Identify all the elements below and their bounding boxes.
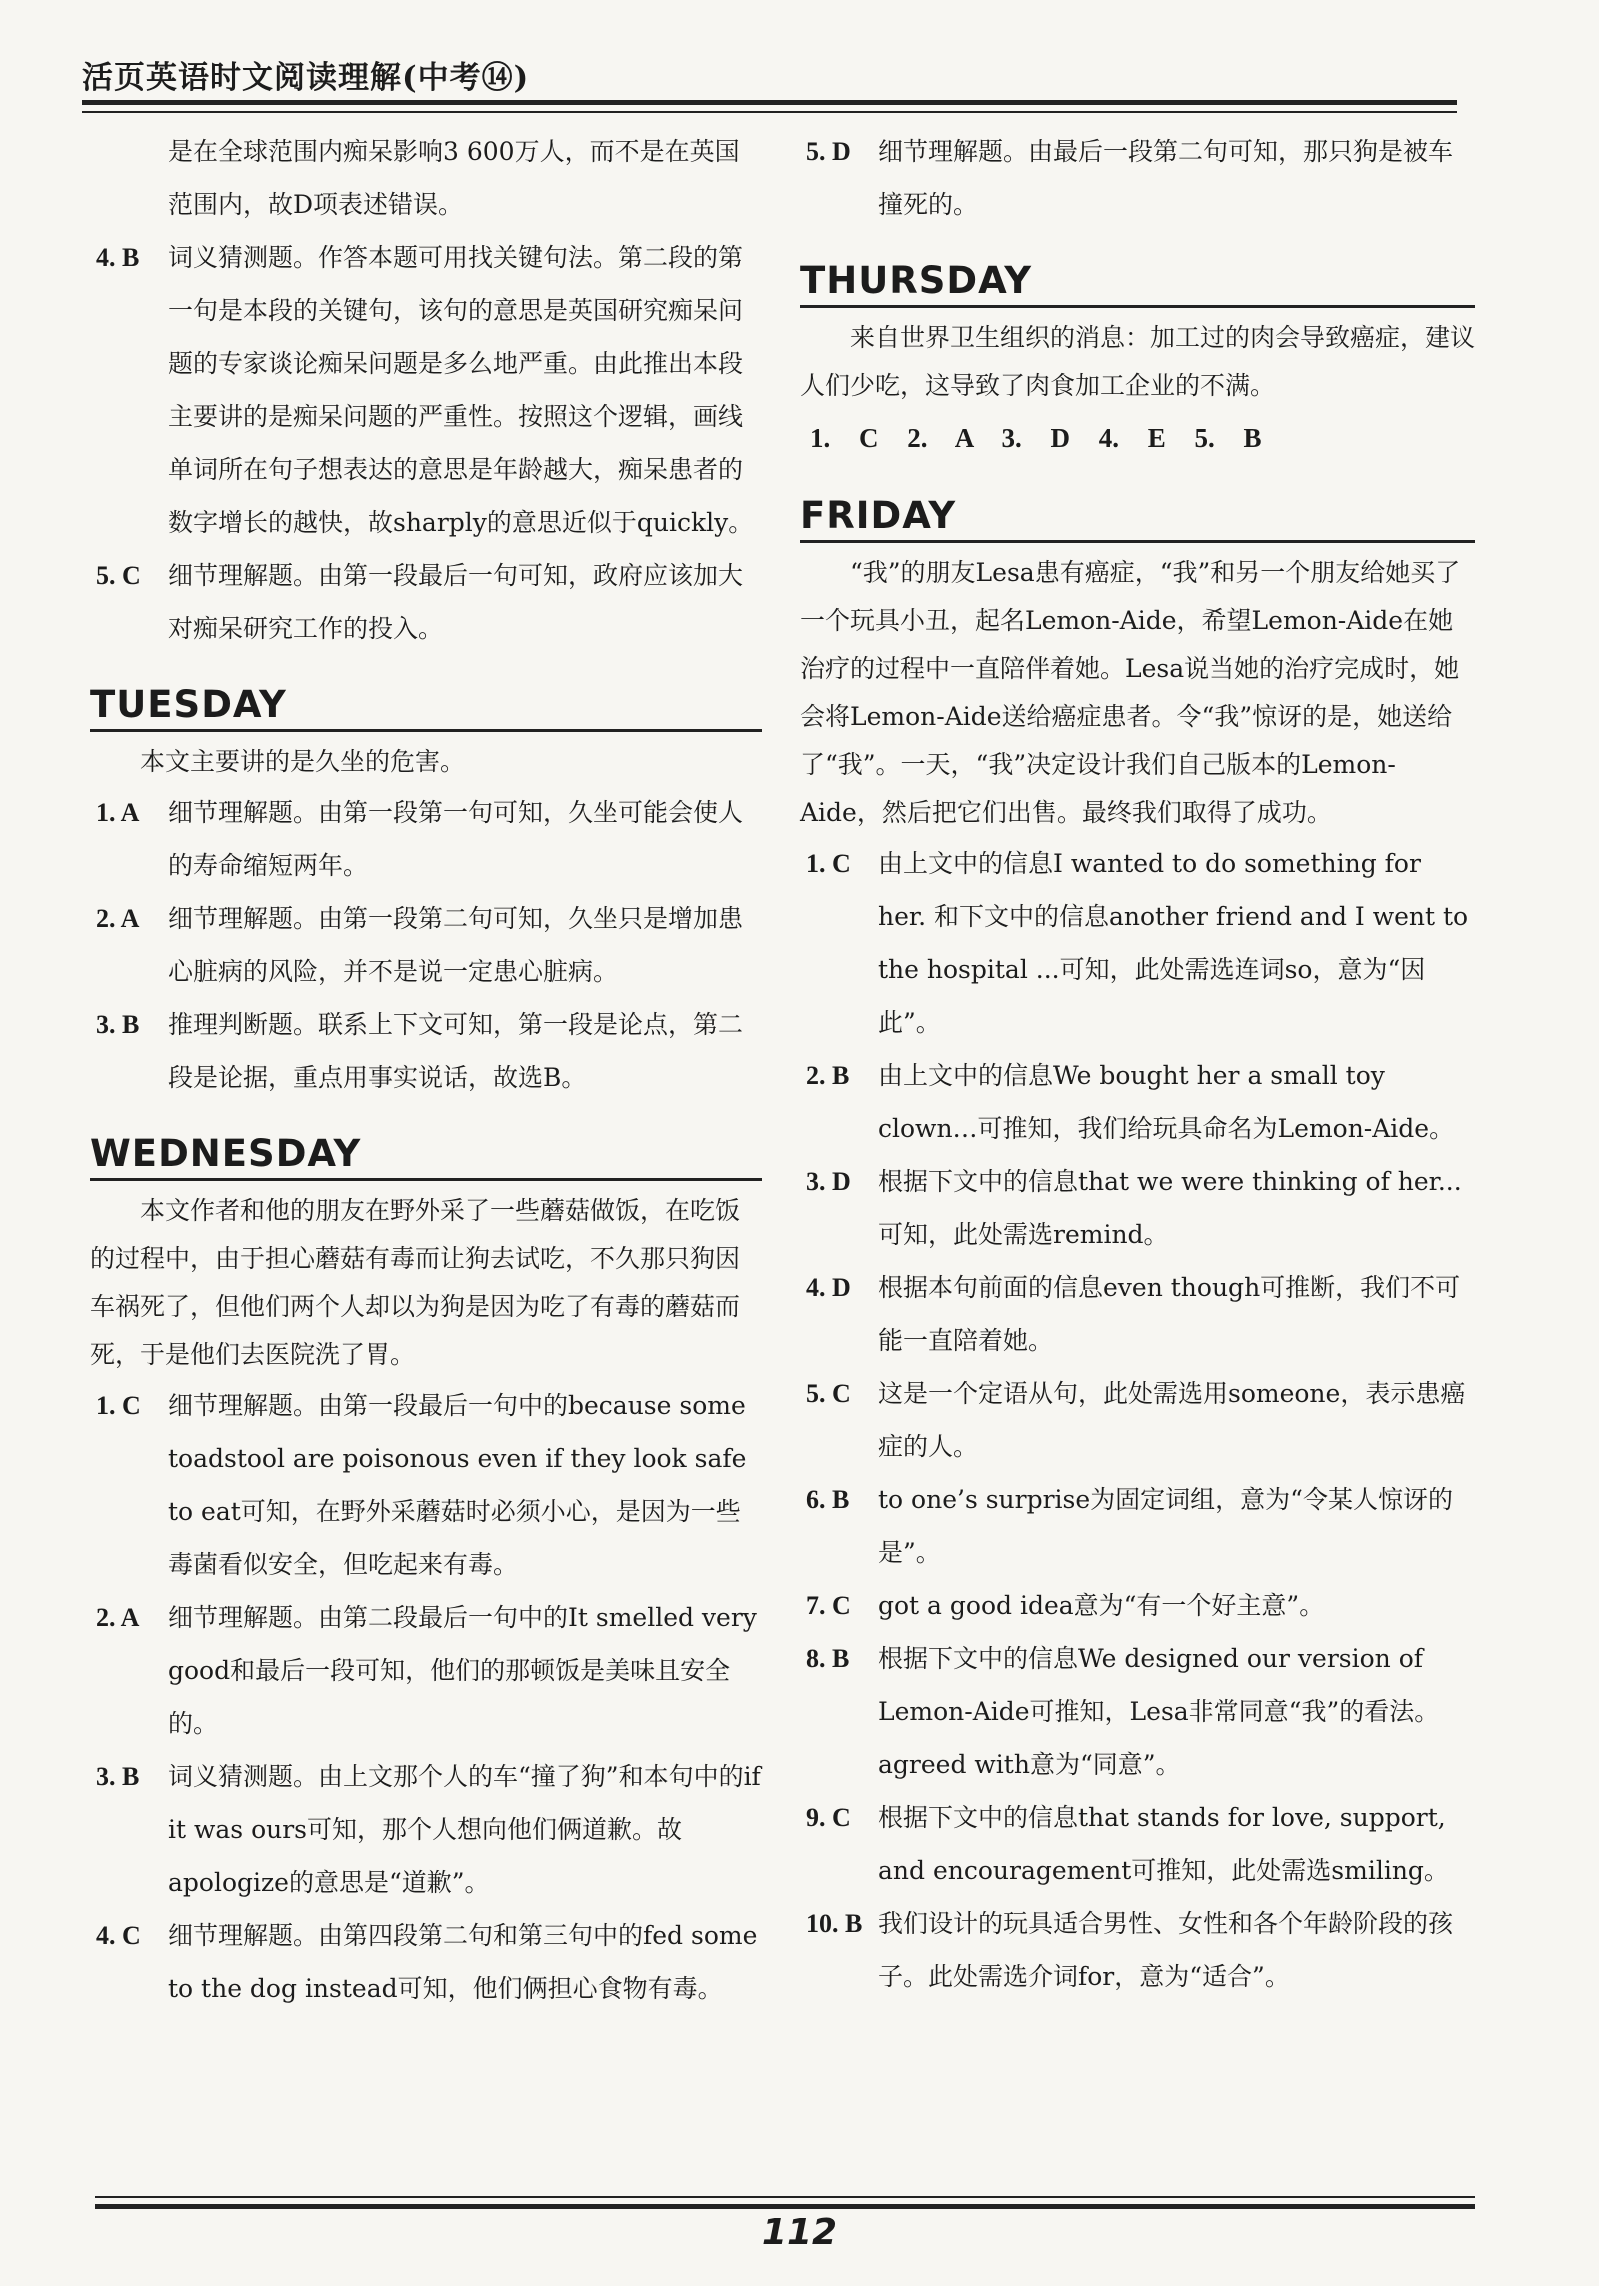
section-rule	[800, 305, 1475, 308]
answer-text: 推理判断题。联系上下文可知，第一段是论点，第二段是论据，重点用事实说话，故选B。	[168, 1010, 744, 1092]
answer-text: got a good idea意为“有一个好主意”。	[878, 1591, 1325, 1620]
answer-item	[90, 1909, 762, 2015]
answer-item	[90, 1750, 762, 1909]
book-title: 活页英语时文阅读理解(中考⑭)	[82, 60, 530, 96]
footer-rule-thin	[95, 2196, 1475, 2198]
answer-number: 5. C	[96, 561, 141, 590]
answer-text: 词义猜测题。作答本题可用找关键句法。第二段的第一句是本段的关键句，该句的意思是英国研究痴呆问题的专家谈论痴呆问题是多么地严重。由此推出本段主要讲的是痴呆问题的严重性。按照这个逻辑，画线单词所在句子想表达的意思是年龄越大，痴呆患者的数字增长的越快，故sharply的意思近似于quickly。	[168, 243, 754, 537]
section-summary: 本文主要讲的是久坐的危害。	[140, 747, 466, 776]
answer-number: 8. B	[806, 1644, 850, 1673]
answer-item	[800, 1367, 1475, 1473]
answer-item	[800, 1261, 1475, 1367]
answer-text: 细节理解题。由最后一段第二句可知，那只狗是被车撞死的。	[878, 137, 1454, 219]
answer-item	[800, 1632, 1475, 1791]
left-column	[90, 125, 762, 2015]
section-rule	[800, 540, 1475, 543]
answer-text: 由上文中的信息We bought her a small toy clown…可推知，我们给玩具命名为Lemon-Aide。	[878, 1061, 1455, 1143]
answer-number: 3. B	[96, 1762, 140, 1791]
section-rule	[90, 729, 762, 732]
answer-text: 细节理解题。由第二段最后一句中的It smelled very good和最后一段可知，他们的那顿饭是美味且安全的。	[168, 1603, 757, 1738]
answer-text: 我们设计的玩具适合男性、女性和各个年龄阶段的孩子。此处需选介词for，意为“适合”。	[878, 1909, 1454, 1991]
header-rule-thick	[82, 100, 1457, 105]
answer-text: 根据下文中的信息We designed our version of Lemon-Aide可推知，Lesa非常同意“我”的看法。agreed with意为“同意”。	[878, 1644, 1440, 1779]
section-summary: 来自世界卫生组织的消息：加工过的肉会导致癌症，建议人们少吃，这导致了肉食加工企业的不满。	[800, 323, 1476, 400]
answer-text: 根据下文中的信息that stands for love, support, and encouragement可推知，此处需选smiling。	[878, 1803, 1449, 1885]
answer-number: 1. C	[96, 1391, 141, 1420]
section-heading-wednesday: WEDNESDAY	[90, 1132, 362, 1175]
answer-number: 2. A	[96, 904, 140, 933]
header-rule-thin	[82, 111, 1457, 113]
answer-number: 5. D	[806, 137, 851, 166]
section-summary: 本文作者和他的朋友在野外采了一些蘑菇做饭，在吃饭的过程中，由于担心蘑菇有毒而让狗去试吃，不久那只狗因车祸死了，但他们两个人却以为狗是因为吃了有毒的蘑菇而死，于是他们去医院洗了胃。	[90, 1196, 741, 1369]
answer-number: 10. B	[806, 1909, 863, 1938]
section-rule	[90, 1178, 762, 1181]
answer-text: 细节理解题。由第一段最后一句可知，政府应该加大对痴呆研究工作的投入。	[168, 561, 744, 643]
answer-number: 4. B	[96, 243, 140, 272]
answer-number: 4. D	[806, 1273, 851, 1302]
answer-item	[800, 837, 1475, 1049]
answer-item	[90, 125, 762, 231]
answer-item	[90, 1591, 762, 1750]
answer-text: 细节理解题。由第四段第二句和第三句中的fed some to the dog instead可知，他们俩担心食物有毒。	[168, 1921, 758, 2003]
answer-number: 3. B	[96, 1010, 140, 1039]
answer-text: 细节理解题。由第一段第一句可知，久坐可能会使人的寿命缩短两年。	[168, 798, 744, 880]
answer-text: 细节理解题。由第一段第二句可知，久坐只是增加患心脏病的风险，并不是说一定患心脏病。	[168, 904, 744, 986]
answer-text: 根据下文中的信息that we were thinking of her...可知，此处需选remind。	[878, 1167, 1462, 1249]
answer-number: 6. B	[806, 1485, 850, 1514]
answer-item	[800, 1155, 1475, 1261]
answer-item	[800, 1579, 1475, 1632]
answer-item	[800, 1049, 1475, 1155]
answer-item	[90, 892, 762, 998]
section-heading-friday: FRIDAY	[800, 494, 957, 537]
answer-item	[90, 1379, 762, 1591]
answer-text: 词义猜测题。由上文那个人的车“撞了狗”和本句中的if it was ours可知，那个人想向他们俩道歉。故apologize的意思是“道歉”。	[168, 1762, 761, 1897]
answer-text: to one’s surprise为固定词组，意为“令某人惊讶的是”。	[878, 1485, 1453, 1567]
answer-text: 这是一个定语从句，此处需选用someone，表示患癌症的人。	[878, 1379, 1466, 1461]
section-heading-thursday: THURSDAY	[800, 259, 1032, 302]
answer-number: 2. A	[96, 1603, 140, 1632]
right-column	[800, 125, 1475, 2003]
answer-text: 是在全球范围内痴呆影响3 600万人，而不是在英国范围内，故D项表述错误。	[168, 137, 740, 219]
answer-item	[90, 231, 762, 549]
answer-text: 细节理解题。由第一段最后一句中的because some toadstool are poisonous even if they look safe to eat可知，在野外采蘑菇时必须小心，是因为一些毒菌看似安全，但吃起来有毒。	[168, 1391, 747, 1579]
section-summary: “我”的朋友Lesa患有癌症，“我”和另一个朋友给她买了一个玩具小丑，起名Lemon-Aide，希望Lemon-Aide在她治疗的过程中一直陪伴着她。Lesa说当她的治疗完成时，她会将Lemon-Aide送给癌症患者。令“我”惊讶的是，她送给了“我”。一天，“我”决定设计我们自己版本的Lemon-Aide，然后把它们出售。最终我们取得了成功。	[800, 558, 1461, 827]
section-heading-tuesday: TUESDAY	[90, 683, 287, 726]
answer-number: 4. C	[96, 1921, 141, 1950]
answer-number: 5. C	[806, 1379, 851, 1408]
answer-item	[800, 125, 1475, 231]
answer-number: 1. A	[96, 798, 140, 827]
page-number: 112	[761, 2212, 838, 2253]
answer-text: 由上文中的信息I wanted to do something for her. 和下文中的信息another friend and I went to the hospital ...可知，此处需选连词so，意为“因此”。	[878, 849, 1469, 1037]
answer-item	[800, 1897, 1475, 2003]
answer-key-line: 1. C 2. A 3. D 4. E 5. B	[810, 423, 1262, 453]
answer-item	[90, 998, 762, 1104]
answer-item	[800, 1791, 1475, 1897]
answer-number: 2. B	[806, 1061, 850, 1090]
answer-text: 根据本句前面的信息even though可推断，我们不可能一直陪着她。	[878, 1273, 1461, 1355]
answer-number: 7. C	[806, 1591, 851, 1620]
footer-rule-thick	[95, 2204, 1475, 2209]
answer-number: 9. C	[806, 1803, 851, 1832]
answer-item	[800, 1473, 1475, 1579]
answer-item	[90, 549, 762, 655]
answer-item	[90, 786, 762, 892]
answer-number: 3. D	[806, 1167, 851, 1196]
answer-number: 1. C	[806, 849, 851, 878]
